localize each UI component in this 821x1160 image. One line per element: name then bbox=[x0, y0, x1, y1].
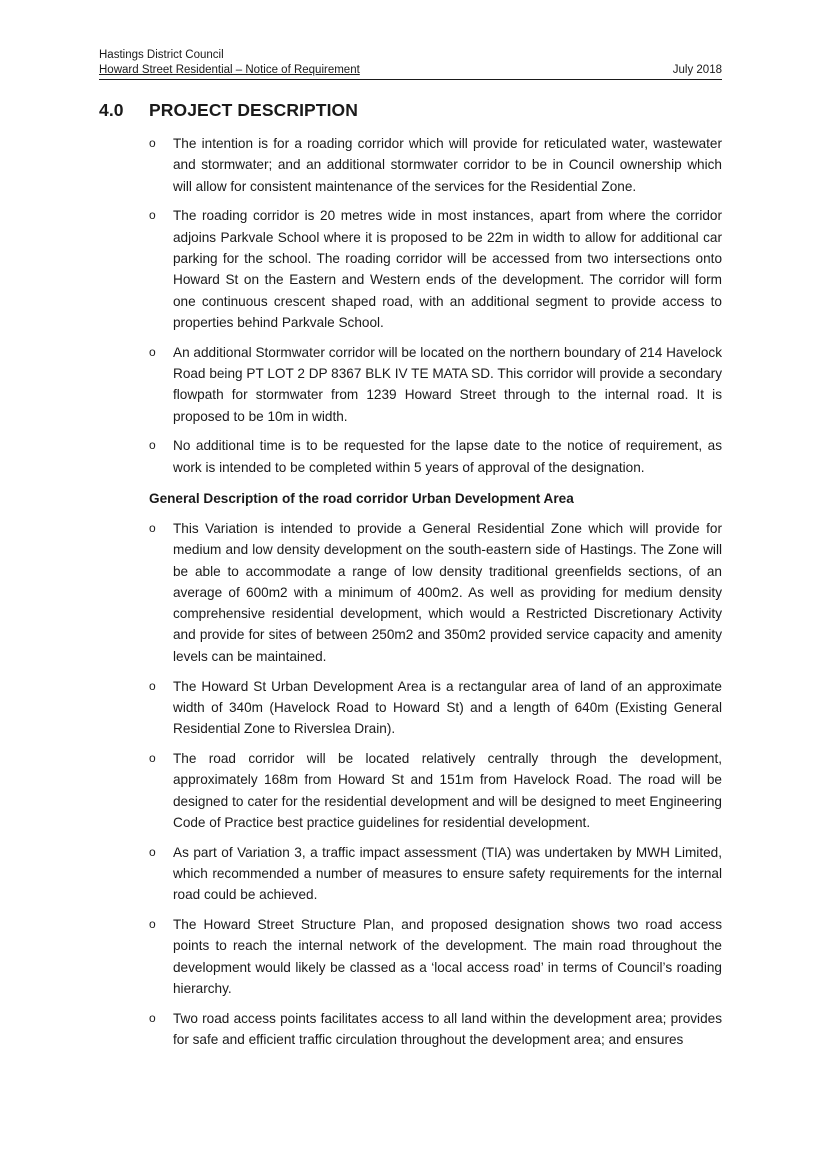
section-content bbox=[149, 133, 722, 1059]
bullet-text: This Variation is intended to provide a General Residential Zone which will provide for medium and low density development on the south-eastern side of Hastings. The Zone will be able to accommodate a range of low density traditional greenfields sections, of an average of 600m2 with a minimum of 400m2. As well as providing for medium density comprehensive residential development, which would a Restricted Discretionary Activity and provide for sites of between 250m2 and 350m2 provided service capacity and amenity levels can be maintained. bbox=[173, 520, 722, 664]
bullet-item bbox=[149, 1008, 722, 1051]
header-document-title: Howard Street Residential – Notice of Requirement bbox=[99, 64, 360, 76]
bullet-marker: o bbox=[149, 750, 156, 765]
bullet-item bbox=[149, 748, 722, 833]
bullet-text: As part of Variation 3, a traffic impact assessment (TIA) was undertaken by MWH Limited, which recommended a number of measures to ensure safety requirements for the internal road could be achieved. bbox=[173, 844, 722, 903]
bullet-marker: o bbox=[149, 917, 156, 931]
bullet-text: The intention is for a roading corridor which will provide for reticulated water, wastewater and stormwater; and an additional stormwater corridor to be in Council ownership which will allow for consistent maintenance of the services for the Residential Zone. bbox=[173, 136, 722, 194]
bullet-item bbox=[149, 205, 722, 333]
header-organization: Hastings District Council bbox=[99, 49, 224, 61]
bullet-marker: o bbox=[149, 208, 156, 223]
bullet-item bbox=[149, 676, 722, 740]
bullet-marker: o bbox=[149, 844, 156, 859]
bullet-marker: o bbox=[149, 438, 156, 453]
bullet-marker: o bbox=[149, 136, 156, 150]
section-title: PROJECT DESCRIPTION bbox=[149, 100, 359, 120]
bullet-text: The Howard St Urban Development Area is a rectangular area of land of an approximate width of 340m (Havelock Road to Howard St) and a length of 640m (Existing General Residential Zone to Riverslea Drain). bbox=[173, 678, 722, 737]
bullet-marker: o bbox=[149, 678, 156, 693]
bullet-item bbox=[149, 342, 722, 427]
bullet-item bbox=[149, 914, 722, 999]
subheading: General Description of the road corridor Urban Development Area bbox=[149, 490, 574, 506]
bullet-item bbox=[149, 435, 722, 478]
section-heading bbox=[99, 100, 358, 121]
bullet-text: Two road access points facilitates access to all land within the development area; provides for safe and efficient traffic circulation throughout the development area; and ensures bbox=[173, 1010, 722, 1047]
bullet-item bbox=[149, 133, 722, 197]
bullet-text: An additional Stormwater corridor will be located on the northern boundary of 214 Havelock Road being PT LOT 2 DP 8367 BLK IV TE MATA SD. This corridor will provide a secondary flowpath for stormwater from 1239 Howard Street through to the internal road. It is proposed to be 10m in width. bbox=[173, 344, 722, 424]
header-row bbox=[99, 63, 722, 80]
bullet-item bbox=[149, 842, 722, 906]
bullet-item bbox=[149, 518, 722, 667]
bullet-marker: o bbox=[149, 1010, 156, 1025]
bullet-text: The roading corridor is 20 metres wide in most instances, apart from where the corridor adjoins Parkvale School where it is proposed to be 22m in width to allow for additional car parking for the school. The roading corridor will be accessed from two intersections onto Howard St on the Eastern and Western ends of the development. The corridor will form one continuous crescent shaped road, with an additional segment to provide access to properties behind Parkvale School. bbox=[173, 208, 722, 330]
header-date: July 2018 bbox=[672, 64, 722, 76]
bullet-text: No additional time is to be requested for the lapse date to the notice of requirement, as work is intended to be completed within 5 years of approval of the designation. bbox=[173, 438, 722, 475]
page-header bbox=[99, 48, 722, 80]
bullet-text: The road corridor will be located relatively centrally through the development, approximately 168m from Howard St and 151m from Havelock Road. The road will be designed to cater for the residential development and will be designed to meet Engineering Code of Practice best practice guidelines for residential development. bbox=[173, 750, 722, 830]
section-number: 4.0 bbox=[99, 100, 124, 120]
bullet-marker: o bbox=[149, 344, 156, 359]
bullet-marker: o bbox=[149, 520, 156, 535]
bullet-text: The Howard Street Structure Plan, and proposed designation shows two road access points to reach the internal network of the development. The main road throughout the development would likely be classed as a ‘local access road’ in terms of Council’s roading hierarchy. bbox=[173, 917, 722, 996]
